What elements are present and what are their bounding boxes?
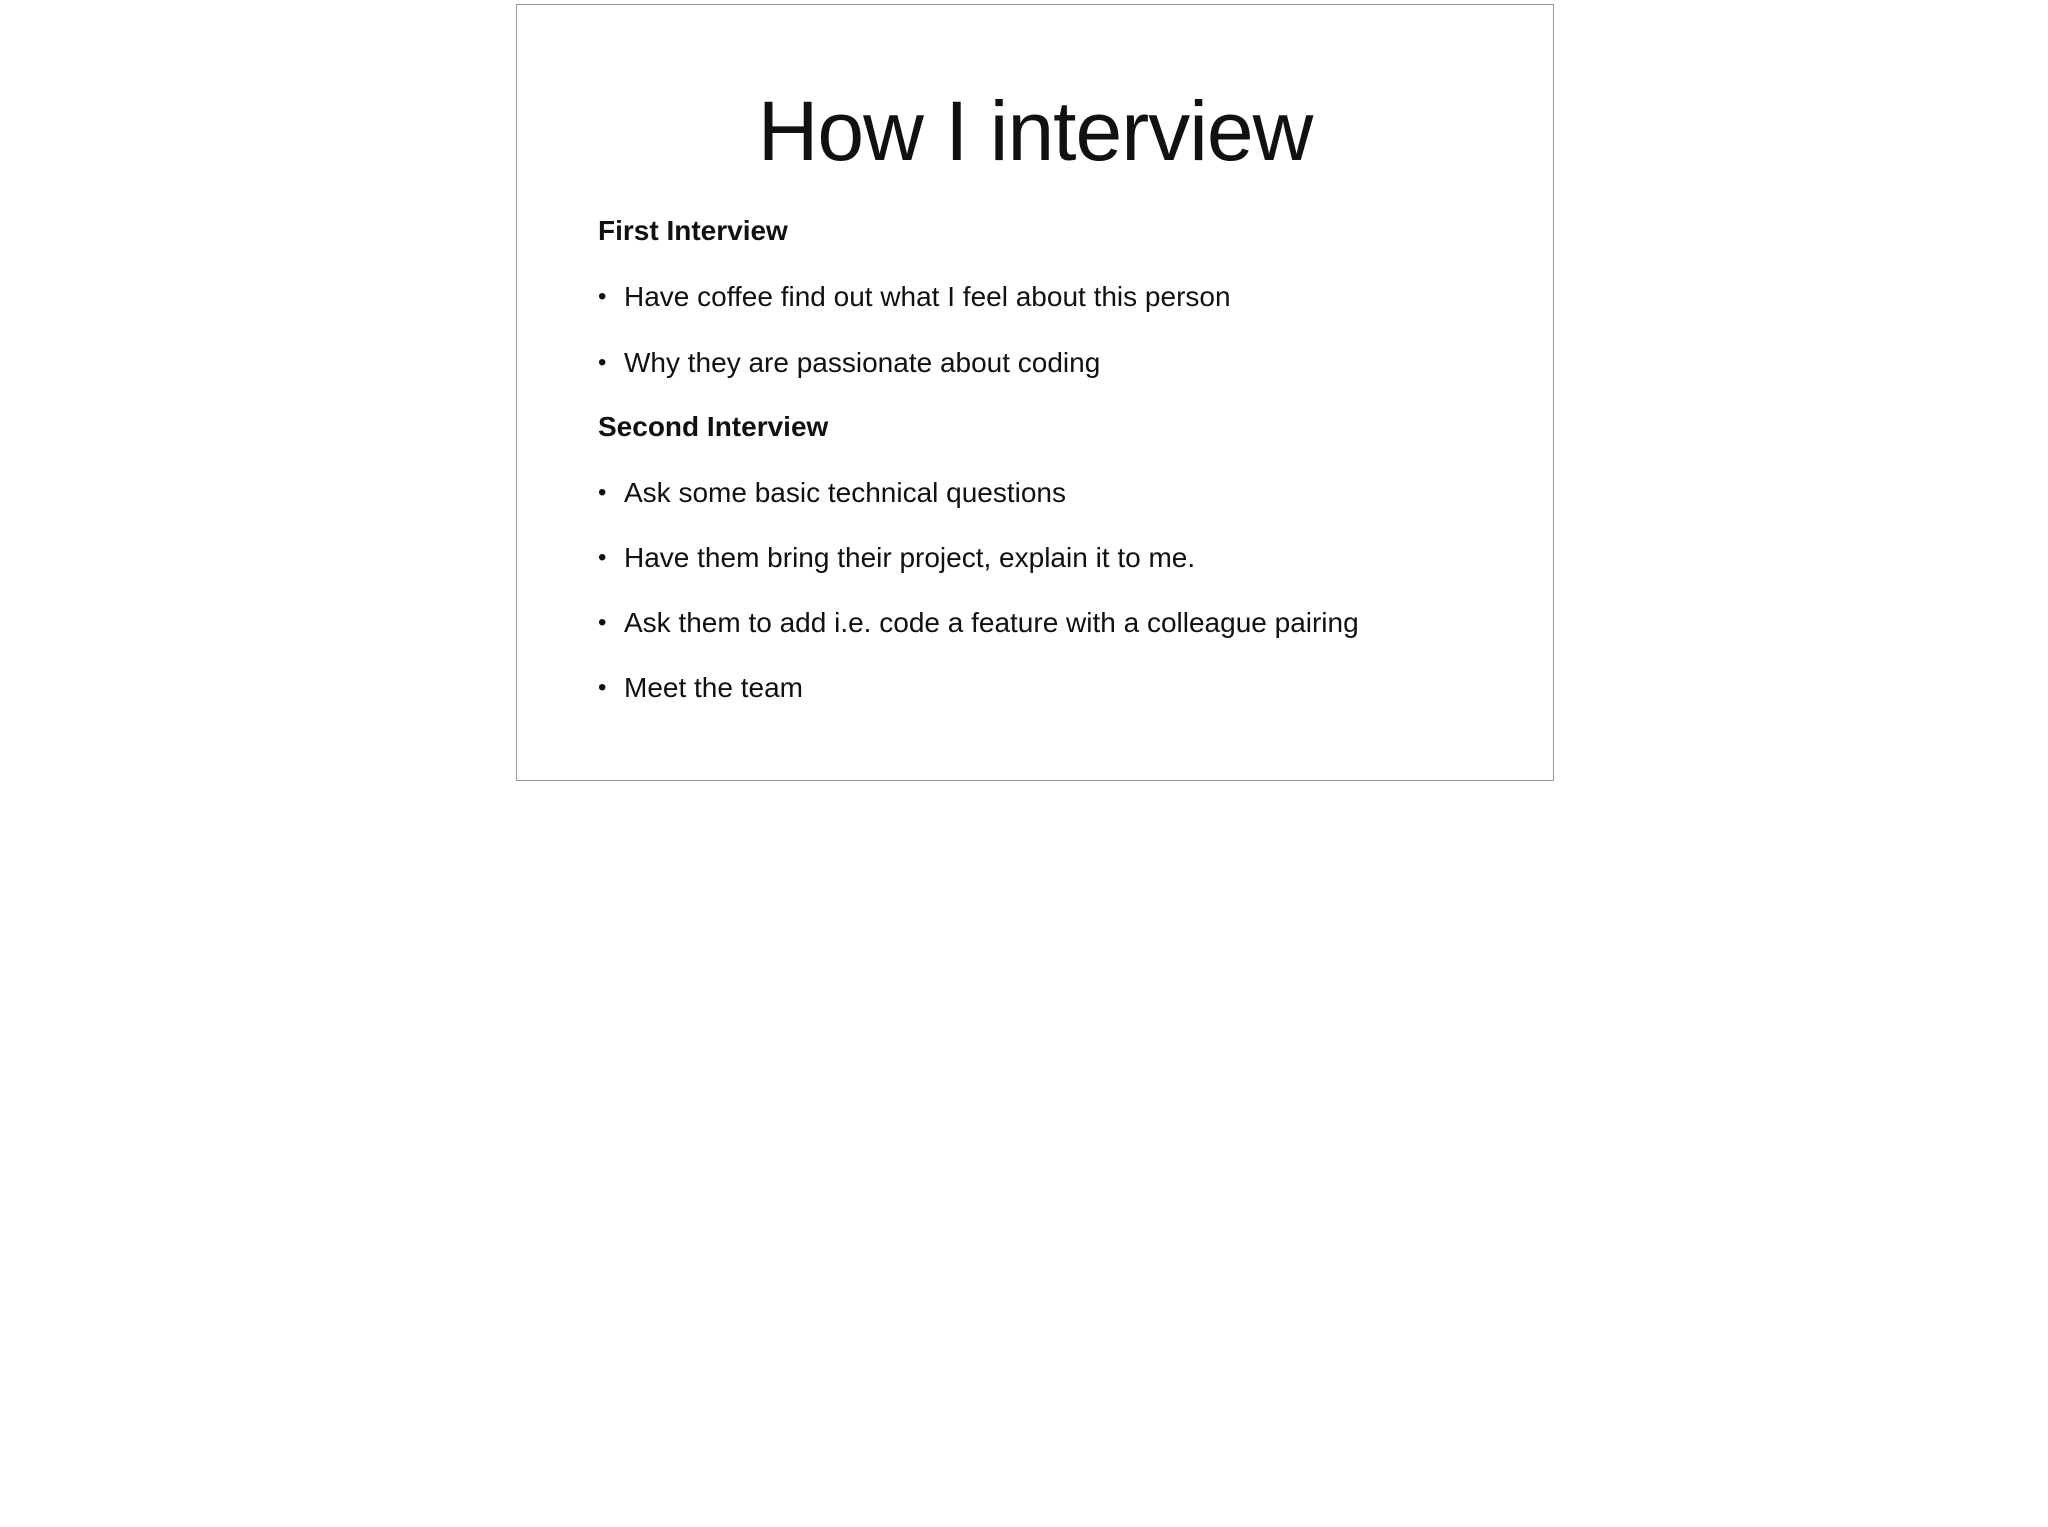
list-item-text: Have them bring their project, explain it to me. <box>624 542 1196 573</box>
list-item-text: Ask them to add i.e. code a feature with a colleague pairing <box>624 607 1359 638</box>
list-item-text: Ask some basic technical questions <box>624 477 1066 508</box>
section-heading-second-interview: Second Interview <box>598 411 829 442</box>
second-interview-list <box>598 475 1498 706</box>
list-item-text: Have coffee find out what I feel about this person <box>624 281 1231 312</box>
bullet-icon: • <box>598 609 607 636</box>
bullet-icon: • <box>598 674 607 701</box>
bullet-icon: • <box>598 479 607 506</box>
slide <box>516 4 1554 781</box>
first-interview-list <box>598 279 1498 381</box>
slide-title: How I interview <box>757 84 1313 178</box>
slide-content <box>598 213 1498 706</box>
list-item <box>598 605 1498 641</box>
bullet-icon: • <box>598 349 607 376</box>
bullet-icon: • <box>598 283 607 310</box>
bullet-icon: • <box>598 544 607 571</box>
list-item <box>598 475 1498 511</box>
list-item <box>598 670 1498 706</box>
section-heading-first-interview: First Interview <box>598 215 788 246</box>
list-item <box>598 540 1498 576</box>
list-item <box>598 345 1498 381</box>
list-item-text: Why they are passionate about coding <box>624 347 1101 378</box>
list-item <box>598 279 1498 315</box>
list-item-text: Meet the team <box>624 672 803 703</box>
